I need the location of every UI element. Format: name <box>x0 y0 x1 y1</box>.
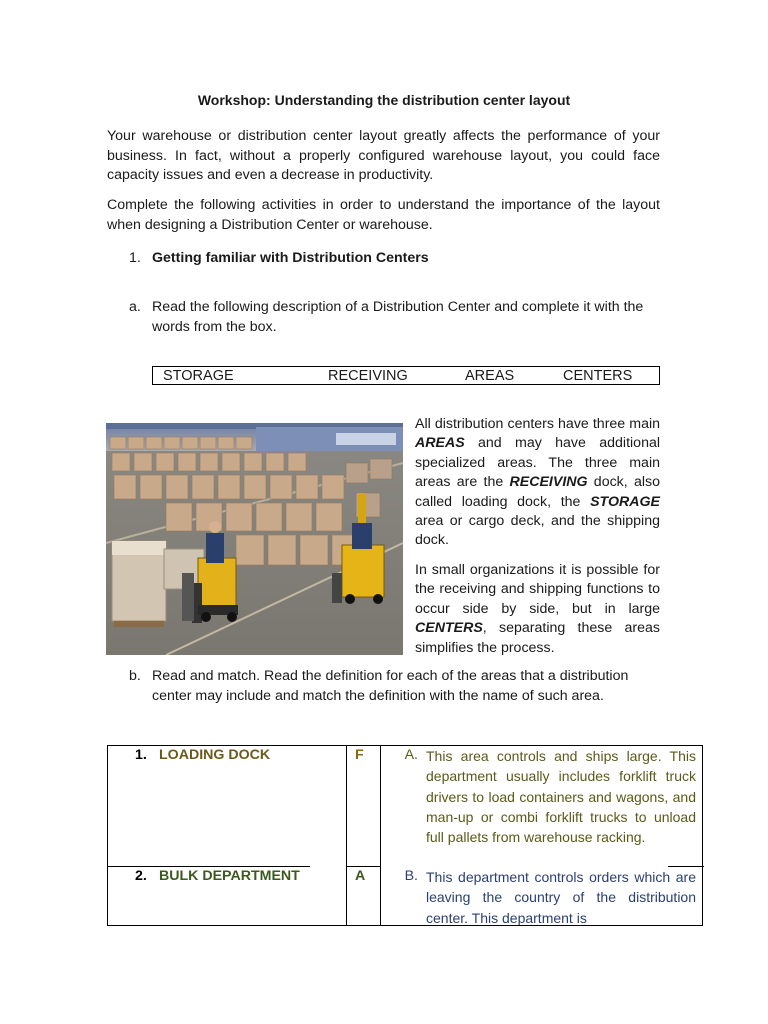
description-text: All distribution centers have three main <box>415 416 660 432</box>
description-text: , separating these areas simplifies the process. <box>415 620 660 656</box>
description-paragraph-2 <box>415 561 660 658</box>
match-answer: F <box>355 747 364 763</box>
description-paragraph-1 <box>415 415 660 551</box>
table-divider <box>380 746 381 925</box>
item-a-text: Read the following description of a Distribution Center and complete it with the words from the box. <box>152 299 644 335</box>
word-box <box>152 366 660 385</box>
description-text: In small organizations it is possible for the receiving and shipping functions to occur side by side, but in large <box>415 562 660 617</box>
match-answer: A <box>355 868 366 884</box>
item-b-marker: b. <box>129 668 141 684</box>
description-text: area or cargo deck, and the shipping dock. <box>415 513 660 549</box>
row-number: 1. <box>135 747 147 763</box>
answer-storage: STORAGE <box>590 493 660 510</box>
area-name: LOADING DOCK <box>159 747 271 763</box>
section-number: 1. <box>129 250 141 266</box>
table-row-divider <box>346 866 380 867</box>
row-number: 2. <box>135 868 147 884</box>
section-title: Getting familiar with Distribution Centers <box>152 250 429 266</box>
description-text: and may have additional specialized areas. The three main areas are the <box>415 435 660 491</box>
description-text: dock, also called loading dock, the <box>415 474 660 510</box>
word-box-word: CENTERS <box>563 368 633 384</box>
answer-receiving: RECEIVING <box>509 474 588 491</box>
intro-paragraph-2: Complete the following activities in order to understand the importance of the layout when designing a Distribution Center or warehouse. <box>107 197 660 233</box>
word-box-word: RECEIVING <box>328 368 408 384</box>
intro-paragraph-1: Your warehouse or distribution center layout greatly affects the performance of your business. In fact, without a properly configured warehouse layout, you could face capacity issues and even a decrease in productivity. <box>107 128 660 183</box>
definition-text: This area controls and ships large. This department usually includes forklift truck drivers to load containers and wagons, and man-up or combi forklift trucks to unload full pallets from warehouse racking. <box>426 748 696 846</box>
item-a-marker: a. <box>129 299 141 315</box>
area-name: BULK DEPARTMENT <box>159 868 300 884</box>
definition-letter: B. <box>404 868 418 884</box>
answer-areas: AREAS <box>415 435 465 452</box>
table-row-divider <box>108 866 310 867</box>
match-table <box>107 745 703 926</box>
word-box-word: STORAGE <box>163 368 234 384</box>
definition-letter: A. <box>404 747 418 763</box>
page-title: Workshop: Understanding the distribution center layout <box>197 92 571 108</box>
table-divider <box>346 746 347 925</box>
definition-text: This department controls orders which are leaving the country of the distribution center. This department is <box>426 869 696 925</box>
word-box-word: AREAS <box>465 368 515 384</box>
answer-centers: CENTERS <box>415 620 483 637</box>
warehouse-photo <box>106 423 403 655</box>
section-heading <box>129 250 429 266</box>
item-b-text: Read and match. Read the definition for each of the areas that a distribution center may include and match the definition with the name of such area. <box>152 668 629 704</box>
